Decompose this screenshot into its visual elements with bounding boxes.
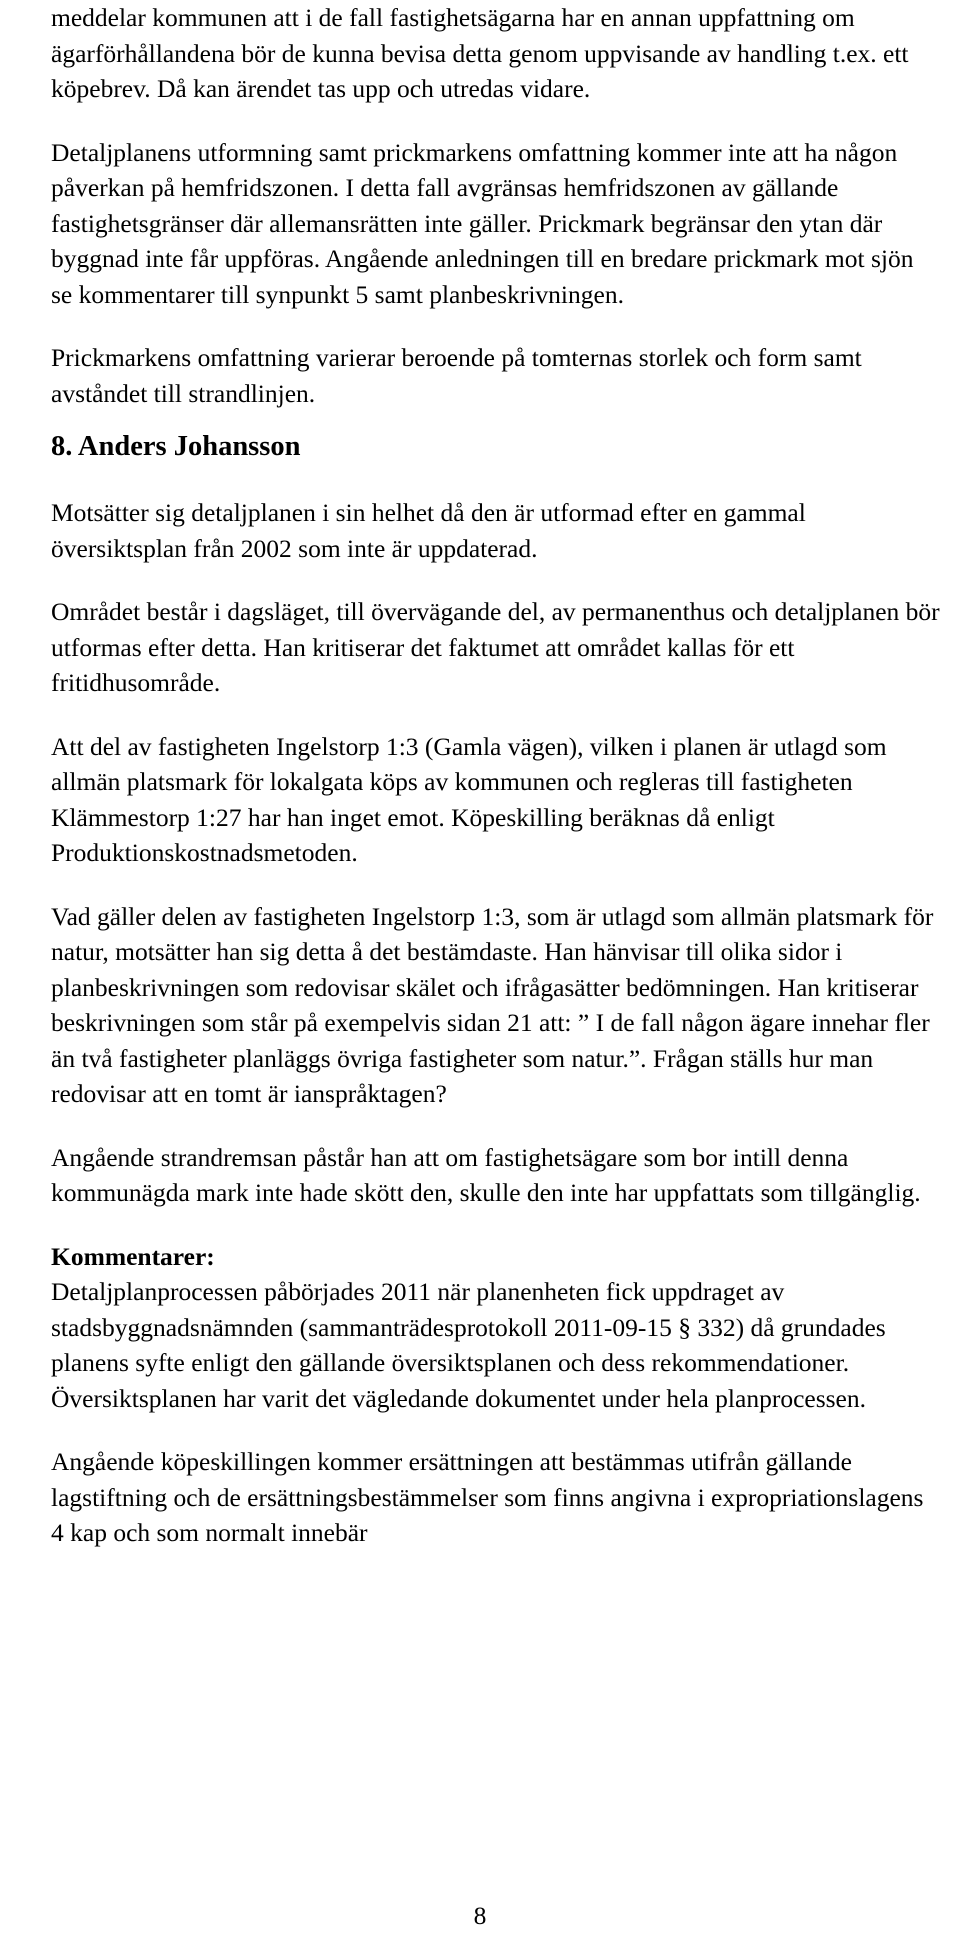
paragraph-property-purchase: Att del av fastigheten Ingelstorp 1:3 (Gamla vägen), vilken i planen är utlagd som allmän platsmark för lokalgata köps av kommunen och regleras till fastigheten Klämmestorp 1:27 har han inget emot. Köpeskilling beräknas då enligt Produktionskostnadsmetoden.: [51, 731, 887, 867]
paragraph-ownership-proof: meddelar kommunen att i de fall fastighetsägarna har en annan uppfattning om ägarförhållandena bör de kunna bevisa detta genom uppvisande av handling t.ex. ett köpebrev. Då kan ärendet tas upp och utredas vidare.: [51, 3, 909, 103]
comments-label: Kommentarer:: [51, 1241, 215, 1271]
page-number: 8: [473, 1901, 487, 1930]
paragraph-plan-process: Detaljplanprocessen påbörjades 2011 när planenheten fick uppdraget av stadsbyggnadsnämnden (sammanträdesprotokoll 2011-09-15 § 332) då grundades planens syfte enligt den gällande översiktsplanen och dess rekommendationer. Översiktsplanen har varit det vägledande dokumentet under hela planprocessen.: [51, 1277, 886, 1413]
paragraph-nature-land: Vad gäller delen av fastigheten Ingelstorp 1:3, som är utlagd som allmän platsmark för natur, motsätter han sig detta å det bestämdaste. Han hänvisar till olika sidor i planbeskrivningen som redovisar skälet och ifrågasätter bedömningen. Han kritiserar beskrivningen som står på exempelvis sidan 21 att: ” I de fall någon ägare innehar fler än två fastigheter planläggs övriga fastigheter som natur.”. Frågan ställs hur man redovisar att en tomt är ianspråktagen?: [51, 901, 934, 1108]
section-heading: 8. Anders Johansson: [51, 431, 301, 462]
document-page: [51, 0, 941, 1551]
paragraph-area-status: Området består i dagsläget, till övervägande del, av permanenthus och detaljplanen bör utformas efter detta. Han kritiserar det faktumet att området kallas för ett fritidhusområde.: [51, 597, 940, 697]
paragraph-opposition: Motsätter sig detaljplanen i sin helhet då den är utformad efter en gammal översiktsplan från 2002 som inte är uppdaterad.: [51, 498, 806, 563]
paragraph-compensation: Angående köpeskillingen kommer ersättningen att bestämmas utifrån gällande lagstiftning och de ersättningsbestämmelser som finns angivna i expropriationslagens 4 kap och som normalt innebär: [51, 1447, 924, 1547]
paragraph-shore-strip: Angående strandremsan påstår han att om fastighetsägare som bor intill denna kommunägda mark inte hade skött den, skulle den inte har uppfattats som tillgänglig.: [51, 1142, 921, 1207]
paragraph-hemfridszon: Detaljplanens utformning samt prickmarkens omfattning kommer inte att ha någon påverkan på hemfridszonen. I detta fall avgränsas hemfridszonen av gällande fastighetsgränser där allemansrätten inte gäller. Prickmark begränsar den ytan där byggnad inte får uppföras. Angående anledningen till en bredare prickmark mot sjön se kommentarer till synpunkt 5 samt planbeskrivningen.: [51, 137, 914, 309]
paragraph-prickmark-extent: Prickmarkens omfattning varierar beroende på tomternas storlek och form samt avståndet till strandlinjen.: [51, 343, 862, 408]
